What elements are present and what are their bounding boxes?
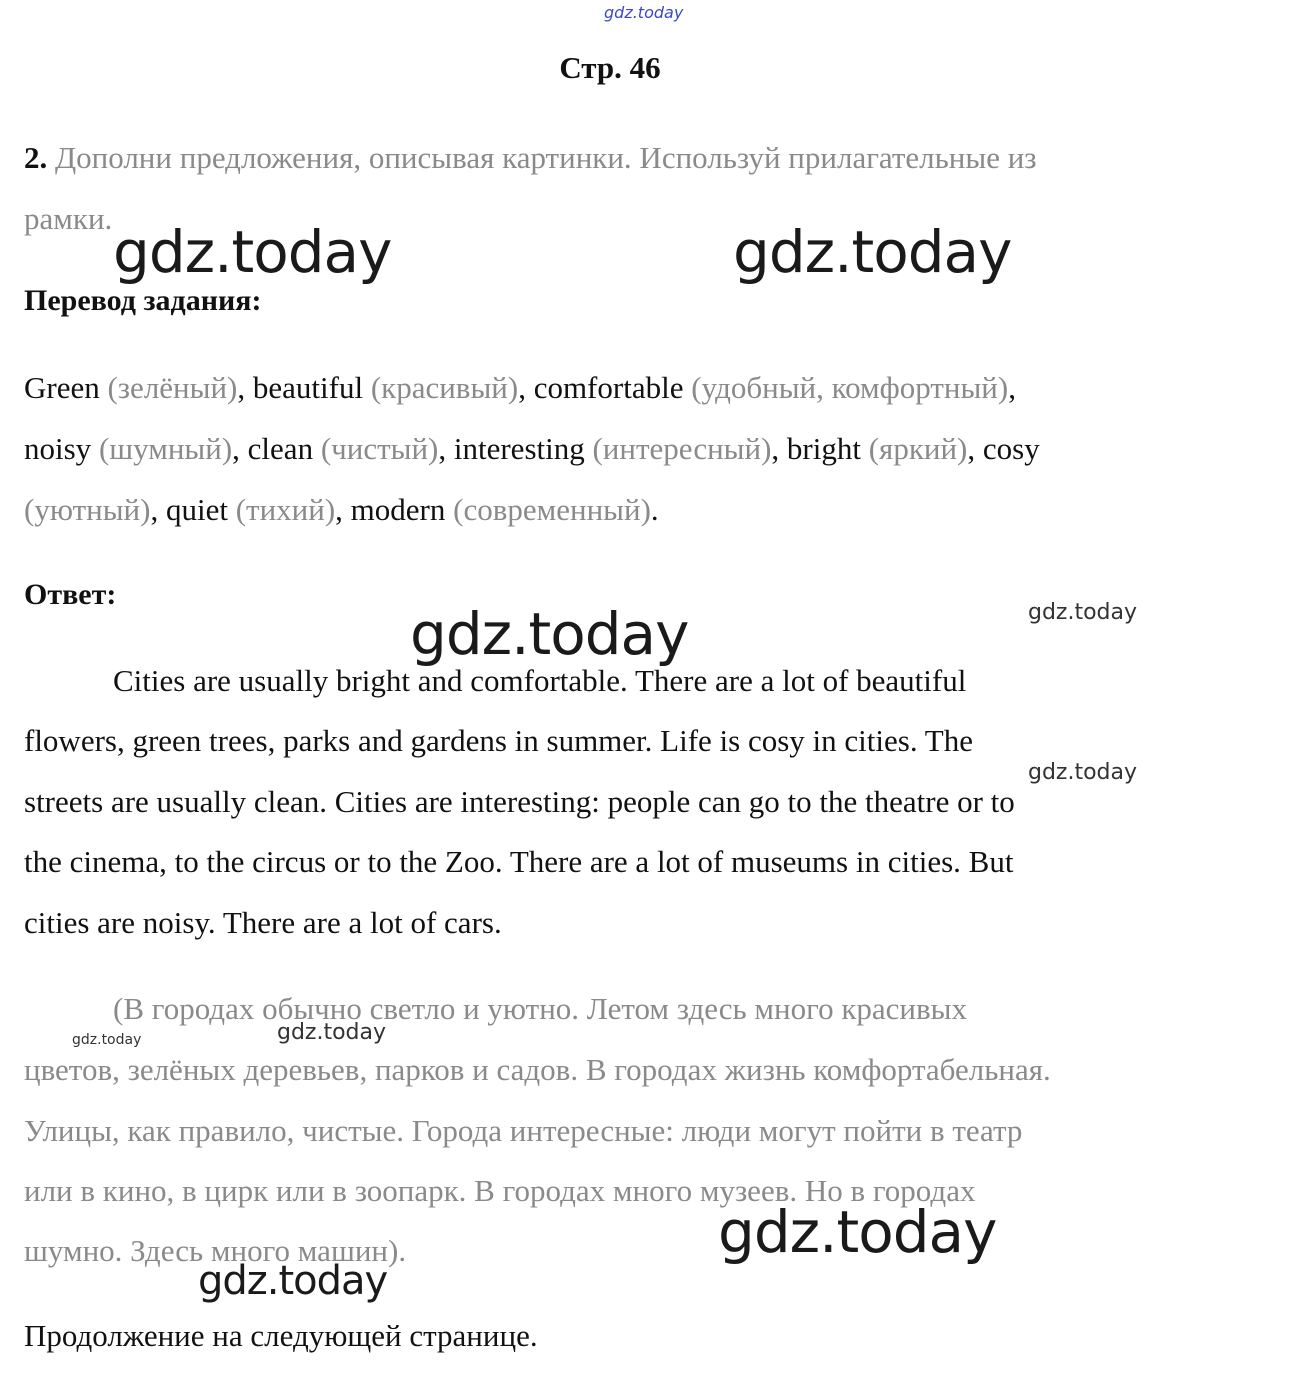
word-interesting: interesting — [453, 431, 585, 466]
task-line-1 — [24, 138, 1037, 178]
top-watermark: gdz.today — [604, 3, 684, 22]
task-text-1: Дополни предложения, описывая картинки. Используй прилагательные из — [55, 140, 1037, 175]
word-quiet: quiet — [165, 492, 228, 527]
word-cosy: cosy — [982, 431, 1040, 466]
answer-en-line: cities are noisy. There are a lot of cars. — [24, 905, 502, 940]
watermark: gdz.today — [733, 218, 1012, 286]
answer-en-line: streets are usually clean. Cities are interesting: people can go to the theatre or to — [24, 784, 1015, 819]
word-noisy: noisy — [24, 431, 92, 466]
word-list-line-3: (уютный), quiet (тихий), modern (современный). — [24, 492, 659, 527]
task-line-2: рамки. — [24, 201, 113, 236]
watermark: gdz.today — [198, 1258, 388, 1304]
watermark: gdz.today — [277, 1020, 387, 1045]
watermark: gdz.today — [1028, 600, 1138, 625]
continuation-note: Продолжение на следующей странице. — [24, 1318, 538, 1353]
watermark: gdz.today — [113, 218, 392, 286]
word-bright: bright — [786, 431, 861, 466]
answer-en-line: flowers, green trees, parks and gardens in summer. Life is cosy in cities. The — [24, 723, 973, 758]
answer-ru-line: Улицы, как правило, чистые. Города интересные: люди могут пойти в театр — [24, 1113, 1023, 1148]
answer-ru-line: цветов, зелёных деревьев, парков и садов. В городах жизнь комфортабельная. — [24, 1052, 1051, 1087]
answer-ru-line: (В городах обычно светло и уютно. Летом здесь много красивых — [113, 991, 967, 1026]
word-modern: modern — [350, 492, 446, 527]
translation-heading: Перевод задания: — [24, 284, 262, 317]
answer-ru-line: шумно. Здесь много машин). — [24, 1233, 407, 1268]
answer-heading: Ответ: — [24, 578, 117, 611]
watermark: gdz.today — [1028, 760, 1138, 785]
word-list-line-2: noisy (шумный), clean (чистый), interesting (интересный), bright (яркий), cosy — [24, 431, 1040, 466]
word-beautiful: beautiful — [252, 370, 364, 405]
watermark: gdz.today — [72, 1032, 142, 1048]
answer-en-line: the cinema, to the circus or to the Zoo. There are a lot of museums in cities. But — [24, 844, 1014, 879]
answer-en-line: Cities are usually bright and comfortable. There are a lot of beautiful — [113, 663, 967, 698]
task-number: 2. — [24, 140, 48, 175]
word-green: Green — [24, 370, 100, 405]
page-title: Стр. 46 — [559, 50, 661, 85]
word-clean: clean — [247, 431, 314, 466]
watermark: gdz.today — [718, 1198, 997, 1266]
answer-ru-line: или в кино, в цирк или в зоопарк. В городах много музеев. Но в городах — [24, 1173, 976, 1208]
word-list-line-1: Green (зелёный), beautiful (красивый), comfortable (удобный, комфортный), — [24, 370, 1016, 405]
watermark: gdz.today — [410, 600, 689, 668]
word-comfortable: comfortable — [533, 370, 684, 405]
